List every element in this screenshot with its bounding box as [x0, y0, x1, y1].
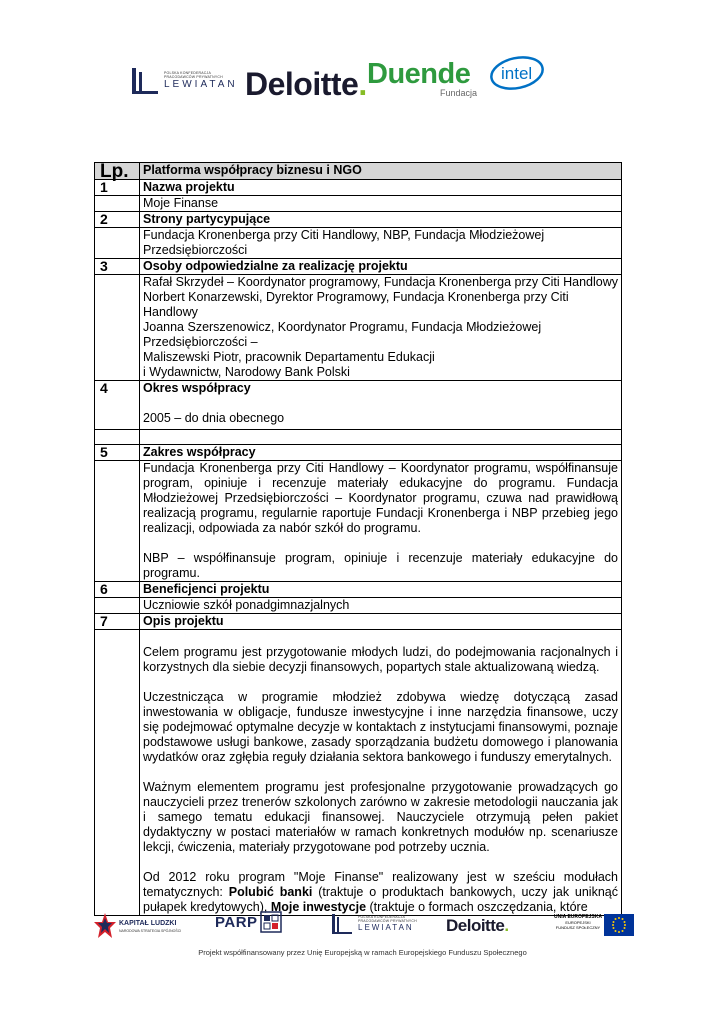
paragraph: [143, 870, 618, 915]
section-7-content: [95, 630, 622, 916]
section-content: Uczniowie szkół ponadgimnazjalnych: [140, 598, 622, 614]
person-line: Norbert Konarzewski, Dyrektor Programowy, Fundacja Kronenberga przy Citi Handlowy: [143, 290, 569, 319]
duende-subtitle: Fundacja: [440, 88, 478, 98]
section-content: [140, 630, 622, 916]
section-1-header: [95, 180, 622, 196]
person-line: Joanna Szerszenowicz, Koordynator Programu, Fundacja Młodzieżowej Przedsiębiorczości –: [143, 320, 542, 349]
section-3-header: [95, 259, 622, 275]
eu-title: UNIA EUROPEJSKA: [554, 914, 602, 920]
paragraph: Ważnym elementem programu jest profesjonalne przygotowanie prowadzących go nauczycieli przez trenerów szkolonych zarówno w zakresie metodologii nauczania jak i samego tematu edukacji finansowej. Nauczyciele otrzymują pełen pakiet dydaktyczny w postaci materiałów w ramach konkretnych modułów np. scenariusze lekcji, ćwiczenia, materiały przygotowane pod potrzeby ucznia.: [143, 780, 618, 854]
module-name: Polubić banki: [228, 885, 313, 899]
section-number: 6: [95, 582, 140, 598]
paragraph: Celem programu jest przygotowanie młodych ludzi, do podejmowania racjonalnych i korzystnych dla siebie decyzji finansowych, popartych stale aktualizowaną wiedzą.: [143, 645, 618, 674]
lp-header: Lp.: [95, 163, 140, 180]
eu-flag-icon: [604, 914, 634, 936]
section-content: Fundacja Kronenberga przy Citi Handlowy, NBP, Fundacja Młodzieżowej Przedsiębiorczości: [140, 228, 622, 259]
section-5-header: [95, 445, 622, 461]
section-1-content: [95, 196, 622, 212]
kapital-ludzki-star-icon: [93, 912, 117, 940]
kapital-ludzki-logo: [93, 912, 183, 942]
intel-text: intel: [501, 64, 533, 83]
person-line: i Wydawnictw, Narodowy Bank Polski: [143, 365, 350, 379]
module-name: Moje inwestycje: [270, 900, 367, 914]
deloitte-logo-footer: [446, 916, 509, 936]
section-6-header: [95, 582, 622, 598]
section-number: 4: [95, 381, 140, 430]
section-title: Zakres współpracy: [140, 445, 622, 461]
section-title: Opis projektu: [140, 614, 622, 630]
lewiatan-logo: [132, 68, 238, 94]
deloitte-text: Deloitte: [245, 66, 359, 102]
section-5-content: [95, 461, 622, 582]
paragraph-text: (traktuje o produktach bankowych, uczy jak uniknąć pułapek kredytowych),: [143, 885, 618, 914]
paragraph-text: (traktuje o formach oszczędzania, które: [366, 900, 588, 914]
section-content: [140, 275, 622, 381]
lewiatan-small-line-1: POLSKA KONFEDERACJA: [164, 71, 211, 75]
section-number: 2: [95, 212, 140, 228]
deloitte-logo: [245, 66, 367, 102]
project-table: [94, 162, 622, 916]
section-content: Moje Finanse: [140, 196, 622, 212]
lewiatan-mark-icon: [132, 68, 158, 94]
section-2-header: [95, 212, 622, 228]
section-number: 5: [95, 445, 140, 461]
section-3-content: [95, 275, 622, 381]
section-number: 1: [95, 180, 140, 196]
section-content: 2005 – do dnia obecnego: [143, 411, 285, 425]
deloitte-dot: .: [504, 916, 509, 935]
footer-cofinancing-note: Projekt współfinansowany przez Unię Europejską w ramach Europejskiego Funduszu Społecznego: [198, 948, 527, 957]
lewiatan-small-line-2: PRACODAWCÓW PRYWATNYCH: [164, 75, 223, 79]
section-title: Osoby odpowiedzialne za realizację projektu: [140, 259, 622, 275]
section-number: 3: [95, 259, 140, 275]
section-title: Nazwa projektu: [140, 180, 622, 196]
section-content: [140, 461, 622, 582]
paragraph: NBP – współfinansuje program, opiniuje i recenzuje materiały edukacyjne do programu.: [143, 551, 618, 580]
platform-title: Platforma współpracy biznesu i NGO: [140, 163, 622, 180]
deloitte-text: Deloitte: [446, 916, 505, 935]
eu-text-block: [548, 914, 608, 930]
kapital-ludzki-name: KAPITAŁ LUDZKI: [119, 920, 177, 927]
parp-grid-icon: [260, 911, 282, 933]
empty-row: [95, 430, 622, 445]
section-7-header: [95, 614, 622, 630]
section-2-content: [95, 228, 622, 259]
parp-logo: PARP: [215, 914, 258, 931]
kapital-ludzki-sub: NARODOWA STRATEGIA SPÓJNOŚCI: [119, 929, 182, 933]
section-4-block: [95, 381, 622, 430]
deloitte-dot: .: [358, 66, 367, 102]
lewiatan-logo-footer: [332, 914, 417, 934]
lewiatan-name: LEWIATAN: [164, 79, 238, 90]
lewiatan-small-line-2: PRACODAWCÓW PRYWATNYCH: [358, 919, 417, 923]
section-title: Strony partycypujące: [140, 212, 622, 228]
section-title: Okres współpracy: [143, 381, 251, 395]
section-number: 7: [95, 614, 140, 630]
section-6-content: [95, 598, 622, 614]
duende-logo: Duende: [367, 58, 471, 90]
intel-logo: [489, 54, 545, 92]
eu-sub-1: EUROPEJSKI: [565, 920, 591, 925]
eu-sub-2: FUNDUSZ SPOŁECZNY: [555, 925, 601, 930]
paragraph: Fundacja Kronenberga przy Citi Handlowy – Koordynator programu, współfinansuje program, opiniuje i recenzuje materiały edukacyjne do programu. Fundacja Młodzieżowej Przedsiębiorczości – Koordynator programu, czuwa nad prawidłową realizacją programu, regularnie raportuje Fundacji Kronenberga i NBP przebieg jego realizacji, odpowiada za nabór szkół do programu.: [143, 461, 618, 535]
lewiatan-mark-icon: [332, 914, 352, 934]
header-logos: [0, 0, 725, 120]
table-header-row: [95, 163, 622, 180]
lewiatan-name: LEWIATAN: [358, 923, 414, 932]
section-title: Beneficjenci projektu: [140, 582, 622, 598]
person-line: Maliszewski Piotr, pracownik Departamentu Edukacji: [143, 350, 435, 364]
paragraph-text: Od 2012 roku program "Moje Finanse" realizowany jest w sześciu modułach tematycznych:: [143, 870, 618, 899]
lewiatan-small-line-1: POLSKA KONFEDERACJA: [358, 915, 405, 919]
person-line: Rafał Skrzydeł – Koordynator programowy, Fundacja Kronenberga przy Citi Handlowy: [143, 275, 618, 289]
paragraph: Uczestnicząca w programie młodzież zdobywa wiedzę dotyczącą zasad inwestowania w obligacje, fundusze inwestycyjne i inne narzędzia finansowe, uczy się podejmować optymalne decyzje w kontaktach z instytucjami finansowymi, poznaje podstawowe usługi bankowe, zasady sporządzania budżetu domowego i planowania wydatków oraz zgłębia reguły działania sektora bankowego i funduszy emerytalnych.: [143, 690, 618, 764]
